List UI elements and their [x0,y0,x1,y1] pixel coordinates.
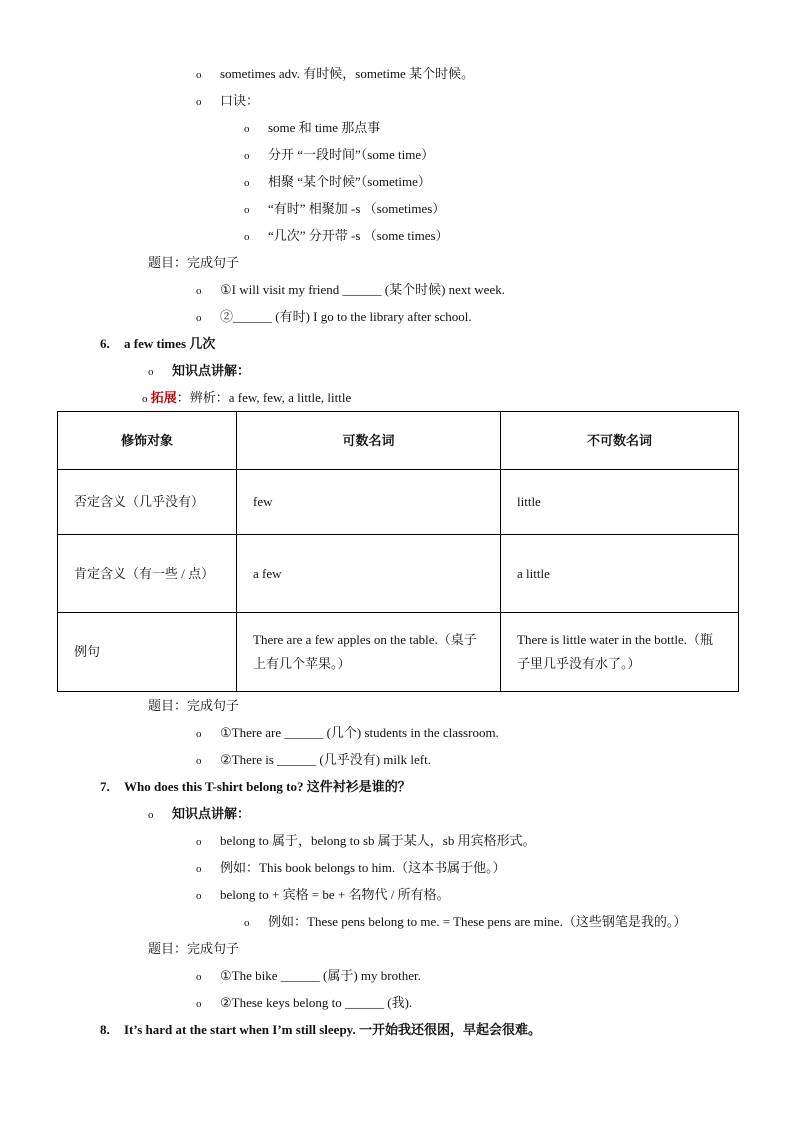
list-item [196,967,421,986]
list-item [244,119,380,138]
table-cell: There are a few apples on the table.（桌子上有几个苹果。） [237,613,501,692]
list-item [196,994,412,1013]
exercise-sentence: ①The bike ______ (属于) my brother. [220,968,421,983]
table-header-cell: 可数名词 [237,412,501,470]
bullet: o [196,863,202,875]
exercise-sentence: ②There is ______ (几乎没有) milk left. [220,752,431,767]
exercise-sentence: ②______ (有时) I go to the library after school. [220,309,472,324]
bullet: o [244,917,250,929]
table-cell: 否定含义（几乎没有） [58,470,237,535]
list-item [244,146,434,165]
list-item [148,362,250,381]
table-cell: 例句 [58,613,237,692]
bullet: o [196,998,202,1010]
table-row [58,613,739,692]
list-item [196,724,499,743]
table-header-cell: 不可数名词 [501,412,739,470]
knowledge-point-label: 知识点讲解： [172,806,251,821]
list-item [244,227,449,246]
exercise-label: 题目：完成句子 [148,941,240,956]
table-cell: few [237,470,501,535]
bullet: o [196,312,202,324]
table-cell: 肯定含义（有一些 / 点） [58,535,237,613]
koujue-line: 分开 “一段时间”（some time） [268,147,435,162]
bullet: o [244,150,250,162]
bullet: o [196,285,202,297]
knowledge-point-label: 知识点讲解： [172,363,251,378]
koujue-line: “几次” 分开带 -s （some times） [268,228,449,243]
list-item [244,173,431,192]
extension-text: ：辨析：a few, few, a little, little [176,390,352,405]
section-title: It’s hard at the start when I’m still sleepy. 一开始我还很困，早起会很难。 [124,1022,541,1037]
bullet: o [142,393,148,405]
exercise-sentence: ①There are ______ (几个) students in the classroom. [220,725,499,740]
bullet: o [244,123,250,135]
list-item [196,832,536,851]
koujue-line: 相聚 “某个时候”（sometime） [268,174,431,189]
bullet: o [244,177,250,189]
bullet: o [196,971,202,983]
bullet: o [244,204,250,216]
koujue-line: some 和 time 那点事 [268,120,381,135]
list-item [196,886,450,905]
point-text: belong to + 宾格 = be + 名物代 / 所有格。 [220,887,450,902]
table-header-row [58,412,739,470]
section-number: 7. [100,779,110,794]
list-item [148,805,250,824]
list-item [244,913,686,932]
koujue-label: 口诀： [220,93,260,108]
sometimes-note: sometimes adv. 有时候，sometime 某个时候。 [220,66,475,81]
section-title: a few times 几次 [124,336,216,351]
bullet: o [196,96,202,108]
table-cell: a little [501,535,739,613]
bullet: o [196,890,202,902]
section-number: 6. [100,336,110,351]
list-item [196,65,474,84]
list-item [196,751,431,770]
section-heading [100,778,411,796]
section-number: 8. [100,1022,110,1037]
list-item [196,308,472,327]
section-heading [100,335,215,353]
koujue-line: “有时” 相聚加 -s （sometimes） [268,201,446,216]
list-item [196,859,506,878]
table-row [58,535,739,613]
point-text: 例如：This book belongs to him.（这本书属于他。） [220,860,506,875]
bullet: o [148,366,154,378]
section-title: Who does this T-shirt belong to? 这件衬衫是谁的？ [124,779,411,794]
bullet: o [196,728,202,740]
bullet: o [148,809,154,821]
exercise-sentence: ①I will visit my friend ______ (某个时候) next week. [220,282,505,297]
bullet: o [196,69,202,81]
table-row [58,470,739,535]
list-item [196,92,259,111]
table-cell: little [501,470,739,535]
bullet: o [244,231,250,243]
point-text: belong to 属于，belong to sb 属于某人，sb 用宾格形式。 [220,833,536,848]
example-text: 例如：These pens belong to me. = These pens are mine.（这些钢笔是我的。） [268,914,687,929]
extension-line [142,389,351,408]
bullet: o [196,755,202,767]
bullet: o [196,836,202,848]
section-heading [100,1021,541,1039]
extension-label: 拓展 [150,390,177,405]
table-cell: a few [237,535,501,613]
comparison-table [57,411,739,692]
table-cell: There is little water in the bottle.（瓶子里几乎没有水了。） [501,613,739,692]
exercise-sentence: ②These keys belong to ______ (我). [220,995,413,1010]
list-item [244,200,445,219]
list-item [196,281,505,300]
exercise-label: 题目：完成句子 [148,255,240,270]
table-header-cell: 修饰对象 [58,412,237,470]
exercise-label: 题目：完成句子 [148,698,240,713]
